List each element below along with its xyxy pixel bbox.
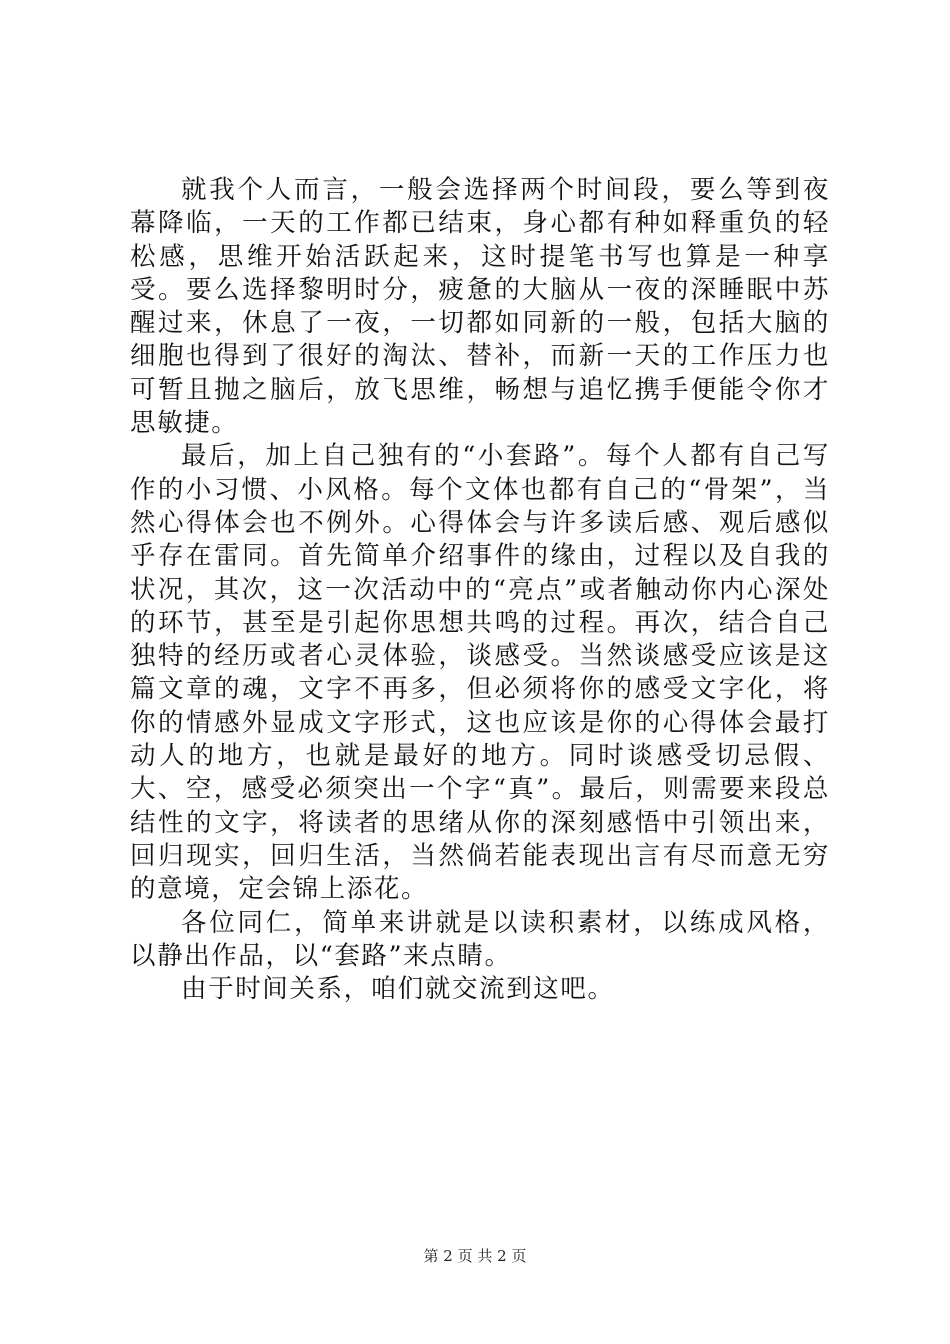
- paragraph-summary: 各位同仁，简单来讲就是以读积素材，以练成风格，以静出作品，以“套路”来点睛。: [130, 907, 830, 971]
- page-number: 第 2 页 共 2 页: [423, 1247, 527, 1265]
- paragraph-routine: 最后，加上自己独有的“小套路”。每个人都有自己写作的小习惯、小风格。每个文体也都有自己的“骨架”，当然心得体会也不例外。心得体会与许多读后感、观后感似乎存在雷同。首先简单介绍事件的缘由，过程以及自我的状况，其次，这一次活动中的“亮点”或者触动你内心深处的环节，甚至是引起你思想共鸣的过程。再次，结合自己独特的经历或者心灵体验，谈感受。当然谈感受应该是这篇文章的魂，文字不再多，但必须将你的感受文字化，将你的情感外显成文字形式，这也应该是你的心得体会最打动人的地方，也就是最好的地方。同时谈感受切忌假、大、空，感受必须突出一个字“真”。最后，则需要来段总结性的文字，将读者的思绪从你的深刻感悟中引领出来，回归现实，回归生活，当然倘若能表现出言有尽而意无穷的意境，定会锦上添花。: [130, 441, 830, 905]
- document-body: [130, 174, 830, 1006]
- paragraph-time-choice: 就我个人而言，一般会选择两个时间段，要么等到夜幕降临，一天的工作都已结束，身心都有种如释重负的轻松感，思维开始活跃起来，这时提笔书写也算是一种享受。要么选择黎明时分，疲惫的大脑从一夜的深睡眠中苏醒过来，休息了一夜，一切都如同新的一般，包括大脑的细胞也得到了很好的淘汰、替补，而新一天的工作压力也可暂且抛之脑后，放飞思维，畅想与追忆携手便能令你才思敏捷。: [130, 175, 830, 439]
- paragraph-closing: 由于时间关系，咱们就交流到这吧。: [181, 974, 615, 1005]
